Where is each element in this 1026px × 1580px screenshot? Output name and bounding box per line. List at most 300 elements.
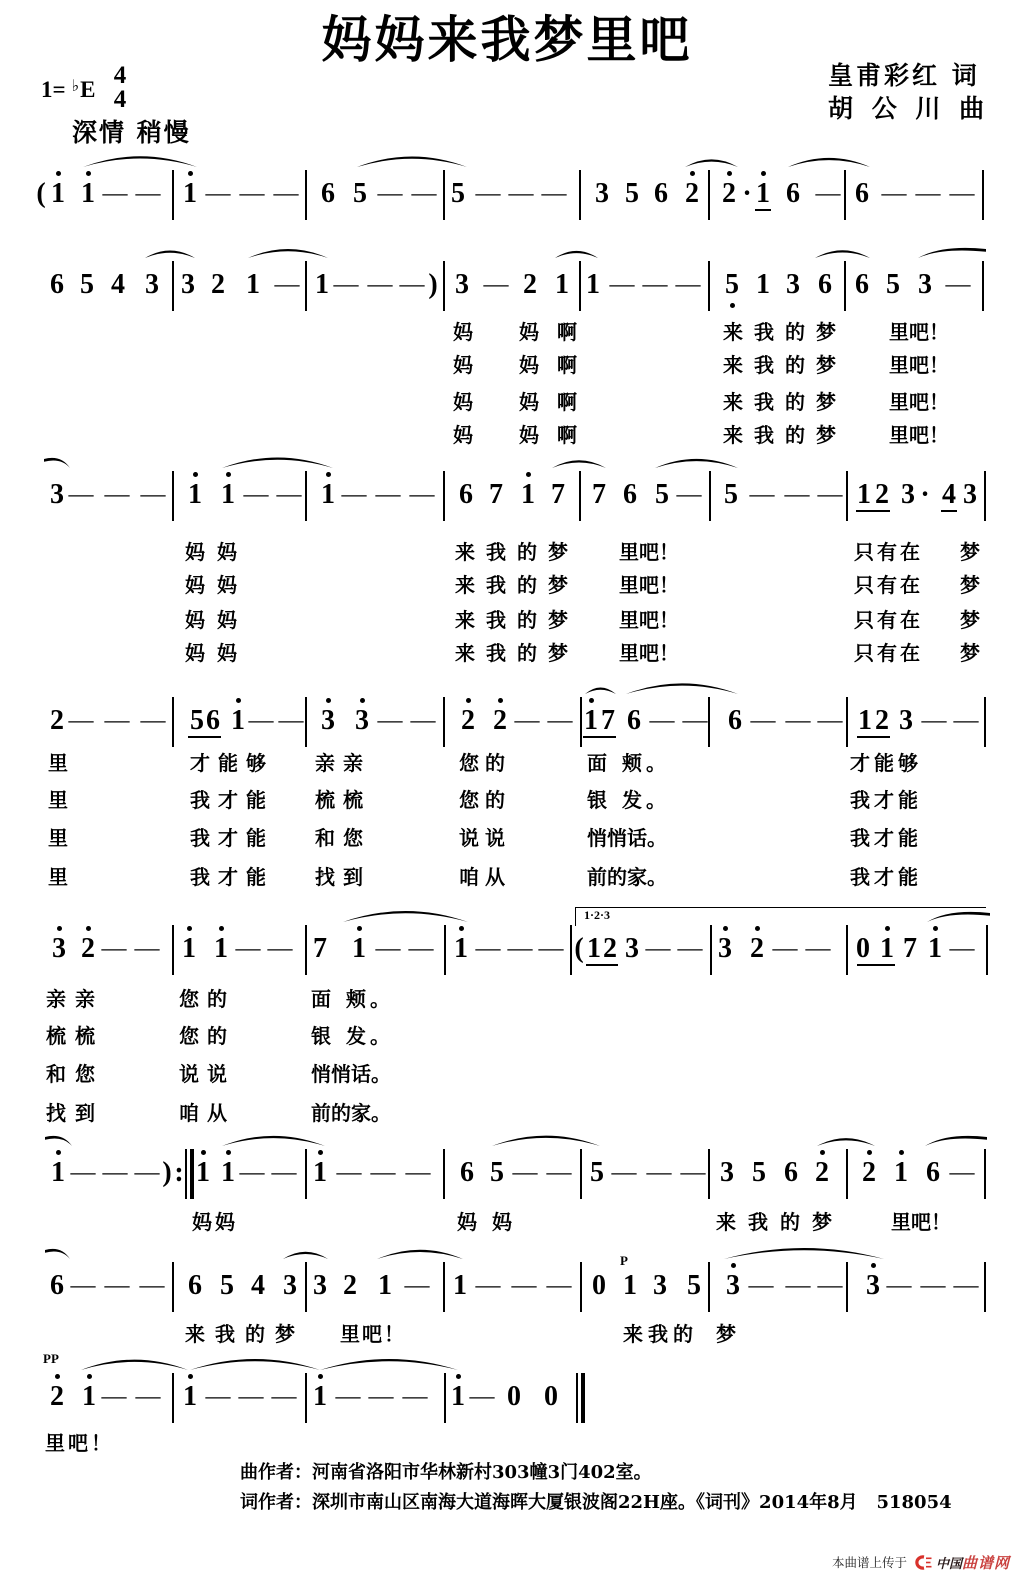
lyric-segment: 妈 妈 — [457, 1210, 516, 1234]
barline — [708, 697, 710, 747]
note-text: 2 — [211, 269, 225, 300]
sustain-dash — [950, 180, 975, 208]
barline — [580, 697, 582, 747]
sustain-dash — [950, 935, 975, 963]
notation-symbol-text: ( — [574, 933, 584, 964]
note-text: 3 — [720, 1157, 734, 1188]
note-text: 3 — [181, 269, 195, 300]
sustain-dash — [378, 180, 403, 208]
sustain-dash-text: — — [805, 935, 831, 962]
note-text: 6 — [460, 1157, 474, 1188]
sustain-dash — [954, 1272, 979, 1300]
sustain-dash — [105, 707, 130, 735]
note-text: 1 — [214, 933, 228, 964]
sustain-dash — [921, 1272, 946, 1300]
note-text: 6 — [50, 1270, 64, 1301]
sustain-dash-text: — — [377, 180, 403, 207]
note-text: 3 — [918, 269, 932, 300]
underline-beam — [941, 510, 957, 512]
lyric-segment: 来我的梦 — [185, 1322, 305, 1346]
sustain-dash — [103, 180, 128, 208]
sustain-dash-text: — — [949, 180, 975, 207]
song-title: 妈妈来我梦里吧 — [321, 11, 693, 69]
note-text: 1 — [756, 269, 770, 300]
sustain-dash — [470, 1383, 495, 1411]
note-text: 2 — [493, 705, 507, 736]
slur — [626, 683, 738, 694]
note — [555, 271, 569, 299]
note-text: 3 — [786, 269, 800, 300]
sustain-dash-text: — — [409, 481, 435, 508]
sustain-dash — [337, 1159, 362, 1187]
composer-address: 曲作者：河南省洛阳市华林新村303幢3门402室。 — [240, 1462, 652, 1483]
note-text: 3 — [321, 705, 335, 736]
sustain-dash — [749, 1272, 774, 1300]
note — [355, 707, 369, 735]
note — [460, 1159, 474, 1187]
sustain-dash-text: — — [915, 180, 941, 207]
note-text: 1 — [51, 178, 65, 209]
sustain-dash-text: — — [101, 935, 127, 962]
lyric-segment: 来我的梦 — [723, 320, 847, 344]
sustain-dash — [371, 1159, 396, 1187]
barline — [984, 697, 986, 747]
barline — [443, 1262, 445, 1312]
slur — [655, 459, 738, 468]
sustain-dash-text: — — [102, 1159, 128, 1186]
lyric-segment: 来我的梦 — [455, 573, 579, 597]
note — [752, 1159, 766, 1187]
note — [584, 707, 598, 735]
sustain-dash-text: — — [410, 707, 436, 734]
note — [220, 1272, 234, 1300]
slur — [817, 1138, 875, 1146]
slur — [320, 1359, 458, 1370]
note-text: 3 — [899, 705, 913, 736]
note-text: 2 — [81, 933, 95, 964]
sustain-dash-text: — — [675, 271, 701, 298]
note-text: 3 — [595, 178, 609, 209]
sustain-dash — [275, 271, 300, 299]
note-text: 5 — [724, 479, 738, 510]
sustain-dash — [512, 1272, 537, 1300]
note — [352, 935, 366, 963]
barline — [579, 471, 581, 521]
slur — [190, 1359, 320, 1370]
slur — [492, 1136, 600, 1146]
slur — [724, 1248, 884, 1259]
note-text: 7 — [592, 479, 606, 510]
note — [453, 1272, 467, 1300]
note-text: 1 — [756, 178, 770, 209]
note — [523, 271, 537, 299]
sustain-dash — [102, 1383, 127, 1411]
note — [592, 1272, 606, 1300]
underline-beam — [583, 736, 616, 738]
sustain-dash — [643, 271, 668, 299]
sustain-dash — [887, 1272, 912, 1300]
note-text: 1 — [321, 479, 335, 510]
sustain-dash — [376, 935, 401, 963]
note-text: 3 — [52, 933, 66, 964]
note — [726, 1272, 740, 1300]
sustain-dash-text: — — [538, 935, 564, 962]
site-name-part-2: 曲谱网 — [962, 1553, 1011, 1572]
upload-watermark — [832, 1553, 1010, 1571]
sustain-dash — [403, 1383, 428, 1411]
barline — [443, 471, 445, 521]
sustain-dash — [272, 1383, 297, 1411]
sustain-dash-text: — — [370, 1159, 396, 1186]
sustain-dash-text: — — [104, 707, 130, 734]
barline — [708, 261, 710, 311]
sustain-dash-text: — — [205, 180, 231, 207]
barline — [844, 261, 846, 311]
sustain-dash-text: — — [140, 481, 166, 508]
sustain-dash-text: — — [817, 707, 843, 734]
note-text: 5 — [655, 479, 669, 510]
sustain-dash-text: — — [70, 1159, 96, 1186]
barline — [172, 925, 174, 975]
sustain-dash-text: — — [512, 1159, 538, 1186]
lyricist-address: 词作者：深圳市南山区南海大道海晖大厦银波阁22H座。《词刊》2014年8月 518054 — [240, 1492, 952, 1513]
sustain-dash-text: — — [645, 935, 671, 962]
sustain-dash-text: — — [546, 1272, 572, 1299]
barline — [986, 925, 988, 975]
sustain-dash — [136, 180, 161, 208]
note-text: 2 — [685, 178, 699, 209]
notation-symbol-text: ( — [36, 178, 46, 209]
note — [722, 180, 736, 208]
note — [451, 1383, 465, 1411]
sustain-dash — [376, 481, 401, 509]
note-text: 3 — [313, 1270, 327, 1301]
note — [942, 481, 956, 509]
sustain-dash — [786, 707, 811, 735]
note — [145, 271, 159, 299]
sustain-dash-text: — — [68, 481, 94, 508]
notation-symbol — [920, 481, 929, 509]
note — [489, 481, 503, 509]
note-text: 6 — [786, 178, 800, 209]
note — [321, 481, 335, 509]
note — [353, 180, 367, 208]
barline — [984, 1262, 986, 1312]
note — [750, 935, 764, 963]
lyric-segment: 咱从 — [179, 1101, 235, 1125]
lyric-segment: 梦 — [960, 573, 980, 597]
lyric-segment: 妈妈 — [185, 608, 249, 632]
note — [815, 1159, 829, 1187]
sustain-dash-text: — — [267, 935, 293, 962]
note-text: 5 — [625, 178, 639, 209]
lyric-segment: 银 发。 — [311, 1024, 394, 1048]
note-text: 1 — [352, 933, 366, 964]
slur — [145, 251, 195, 259]
note-text: 5 — [353, 178, 367, 209]
note — [214, 935, 228, 963]
note — [182, 935, 196, 963]
note — [51, 180, 65, 208]
note-text: 1 — [188, 479, 202, 510]
site-name-part-1: 中国 — [936, 1556, 963, 1572]
lyric-segment: 说说 — [459, 826, 511, 850]
sustain-dash — [141, 481, 166, 509]
barline — [305, 697, 307, 747]
note — [918, 271, 932, 299]
note-text: 1 — [315, 269, 329, 300]
sustain-dash-text: — — [274, 271, 300, 298]
note-text: 0 — [507, 1381, 521, 1412]
sustain-dash — [548, 707, 573, 735]
note — [592, 481, 606, 509]
sustain-dash-text: — — [135, 1383, 161, 1410]
lyric-segment: 啊 — [557, 353, 577, 377]
note-text: 5 — [80, 269, 94, 300]
sustain-dash-text: — — [815, 180, 841, 207]
note-text: 4 — [111, 269, 125, 300]
lyric-segment: 里吧！ — [340, 1322, 406, 1346]
barline — [846, 471, 848, 521]
barline — [172, 1373, 174, 1423]
sustain-dash-text: — — [336, 1159, 362, 1186]
repeat-end-thick-bar — [190, 1149, 194, 1199]
note — [321, 707, 335, 735]
sustain-dash — [676, 271, 701, 299]
lyric-segment: 咱从 — [459, 865, 511, 889]
note — [52, 935, 66, 963]
sustain-dash-text: — — [649, 707, 675, 734]
note-text: 1 — [880, 933, 894, 964]
note — [687, 1272, 701, 1300]
tempo-marking: 深情 稍慢 — [72, 118, 191, 147]
note-text: 7 — [313, 933, 327, 964]
sustain-dash — [336, 1383, 361, 1411]
time-signature-bottom: 4 — [113, 86, 127, 113]
lyric-segment: 啊 — [557, 390, 577, 414]
lyric-segment: 梦 — [960, 608, 980, 632]
lyric-segment: 来我的梦 — [716, 1210, 844, 1234]
slur — [222, 457, 333, 468]
barline — [984, 1149, 986, 1199]
note — [80, 271, 94, 299]
note — [725, 271, 739, 299]
note-text: 1 — [454, 933, 468, 964]
note — [196, 1159, 210, 1187]
lyric-segment: 才能够 — [190, 751, 274, 775]
note-text: 1 — [451, 1381, 465, 1412]
note — [654, 180, 668, 208]
lyric-segment: 妈 — [519, 423, 539, 447]
note — [786, 180, 800, 208]
sustain-dash-text: — — [749, 481, 775, 508]
lyric-segment: 妈 — [453, 320, 473, 344]
sustain-dash-text: — — [341, 481, 367, 508]
slur — [81, 1360, 188, 1370]
sustain-dash — [411, 707, 436, 735]
note-text: 3 — [455, 269, 469, 300]
underline-beam — [188, 736, 221, 738]
sustain-dash-text: — — [680, 1159, 706, 1186]
sustain-dash — [882, 180, 907, 208]
slur — [555, 251, 598, 258]
sustain-dash-text: — — [404, 1272, 430, 1299]
dynamic-mark: P — [620, 1253, 628, 1268]
sustain-dash-text: — — [104, 481, 130, 508]
lyric-segment: 梦 — [960, 540, 980, 564]
sustain-dash — [105, 1272, 130, 1300]
note — [206, 707, 220, 735]
sustain-dash-text: — — [243, 481, 269, 508]
note-text: 7 — [903, 933, 917, 964]
sustain-dash — [818, 481, 843, 509]
note-text: 3 — [963, 479, 977, 510]
note-text: 5 — [220, 1270, 234, 1301]
sustain-dash — [681, 1159, 706, 1187]
sustain-dash-text: — — [104, 1272, 130, 1299]
note-text: 2 — [875, 705, 889, 736]
note-text: 6 — [855, 269, 869, 300]
note — [43, 1351, 64, 1412]
lyric-segment: 只有在 — [854, 540, 923, 564]
note-text: 1 — [858, 705, 872, 736]
sustain-dash-text: — — [475, 180, 501, 207]
note — [211, 271, 225, 299]
site-logo-icon — [915, 1555, 933, 1570]
note — [221, 1159, 235, 1187]
note-text: 1 — [521, 479, 535, 510]
note-text: 5 — [752, 1157, 766, 1188]
sustain-dash — [334, 271, 359, 299]
sustain-dash — [513, 1159, 538, 1187]
sustain-dash — [806, 935, 831, 963]
note-text: 7 — [601, 705, 615, 736]
sustain-dash-text: — — [405, 1159, 431, 1186]
note-text: 3 — [866, 1270, 880, 1301]
note — [313, 1383, 327, 1411]
note — [786, 271, 800, 299]
slur — [357, 157, 467, 168]
sustain-dash — [279, 707, 304, 735]
note — [82, 1383, 96, 1411]
barline — [443, 261, 445, 311]
note-text: 2 — [50, 705, 64, 736]
note — [507, 1383, 521, 1411]
note — [653, 1272, 667, 1300]
sustain-dash-text: — — [134, 935, 160, 962]
notation-symbol-text: ) — [162, 1157, 172, 1188]
sustain-dash — [277, 481, 302, 509]
slur — [585, 687, 616, 694]
note-text: 6 — [654, 178, 668, 209]
lyric-segment: 亲亲 — [315, 751, 371, 775]
underline-beam — [857, 964, 895, 966]
sustain-dash-text: — — [785, 1272, 811, 1299]
note — [50, 707, 64, 735]
sustain-dash-text: — — [235, 935, 261, 962]
note-text: 6 — [855, 178, 869, 209]
lyric-segment: 里 — [48, 751, 68, 775]
note — [313, 1159, 327, 1187]
volta-label: 1·2·3 — [584, 908, 611, 922]
sustain-dash-text: — — [772, 935, 798, 962]
lyric-segment: 您的 — [179, 987, 235, 1011]
note — [181, 271, 195, 299]
note-text: 1 — [221, 1157, 235, 1188]
note-text: 4 — [251, 1270, 265, 1301]
note-text: 5 — [451, 178, 465, 209]
note — [315, 271, 329, 299]
note — [901, 481, 915, 509]
slur — [925, 1136, 987, 1146]
sustain-dash — [922, 707, 947, 735]
note-text: 5 — [590, 1157, 604, 1188]
sustain-dash — [650, 707, 675, 735]
note-text: 1 — [586, 269, 600, 300]
note — [655, 481, 669, 509]
note-text: 2 — [343, 1270, 357, 1301]
sustain-dash-text: — — [271, 1383, 297, 1410]
lyric-segment: 我才能 — [850, 865, 922, 889]
note — [756, 180, 770, 208]
sustain-dash — [646, 935, 671, 963]
barline — [982, 170, 984, 220]
lyric-segment: 里 — [48, 788, 68, 812]
sustain-dash — [71, 1159, 96, 1187]
barline — [846, 697, 848, 747]
barline — [846, 925, 848, 975]
underline-beam — [857, 736, 890, 738]
note — [251, 1272, 265, 1300]
note-text: 0 — [856, 933, 870, 964]
note — [343, 1272, 357, 1300]
sustain-dash — [410, 481, 435, 509]
slur — [45, 1136, 72, 1146]
sustain-dash-text: — — [375, 481, 401, 508]
barline — [305, 925, 307, 975]
sustain-dash-text: — — [68, 707, 94, 734]
slur — [552, 460, 606, 468]
note — [283, 1272, 297, 1300]
barline — [305, 471, 307, 521]
note — [855, 180, 869, 208]
sustain-dash-text: — — [547, 707, 573, 734]
sustain-dash-text: — — [469, 1383, 495, 1410]
sustain-dash — [136, 1383, 161, 1411]
note-text: 1 — [378, 1270, 392, 1301]
barline — [305, 1262, 307, 1312]
lyric-segment: 我才能 — [190, 826, 274, 850]
note — [875, 707, 889, 735]
barline — [172, 170, 174, 220]
final-thin-bar — [576, 1373, 578, 1423]
slur — [83, 156, 197, 167]
sustain-dash-text: — — [135, 180, 161, 207]
dynamic-mark: PP — [43, 1351, 59, 1366]
sustain-dash-text: — — [101, 1383, 127, 1410]
sustain-dash — [785, 481, 810, 509]
sustain-dash — [400, 271, 425, 299]
barline — [172, 261, 174, 311]
sustain-dash — [509, 180, 534, 208]
sustain-dash-text: — — [817, 481, 843, 508]
slur — [788, 158, 870, 167]
note — [784, 1159, 798, 1187]
sustain-dash-text: — — [750, 707, 776, 734]
lyric-segment: 梳梳 — [46, 1024, 104, 1048]
sustain-dash — [69, 707, 94, 735]
sustain-dash — [954, 707, 979, 735]
